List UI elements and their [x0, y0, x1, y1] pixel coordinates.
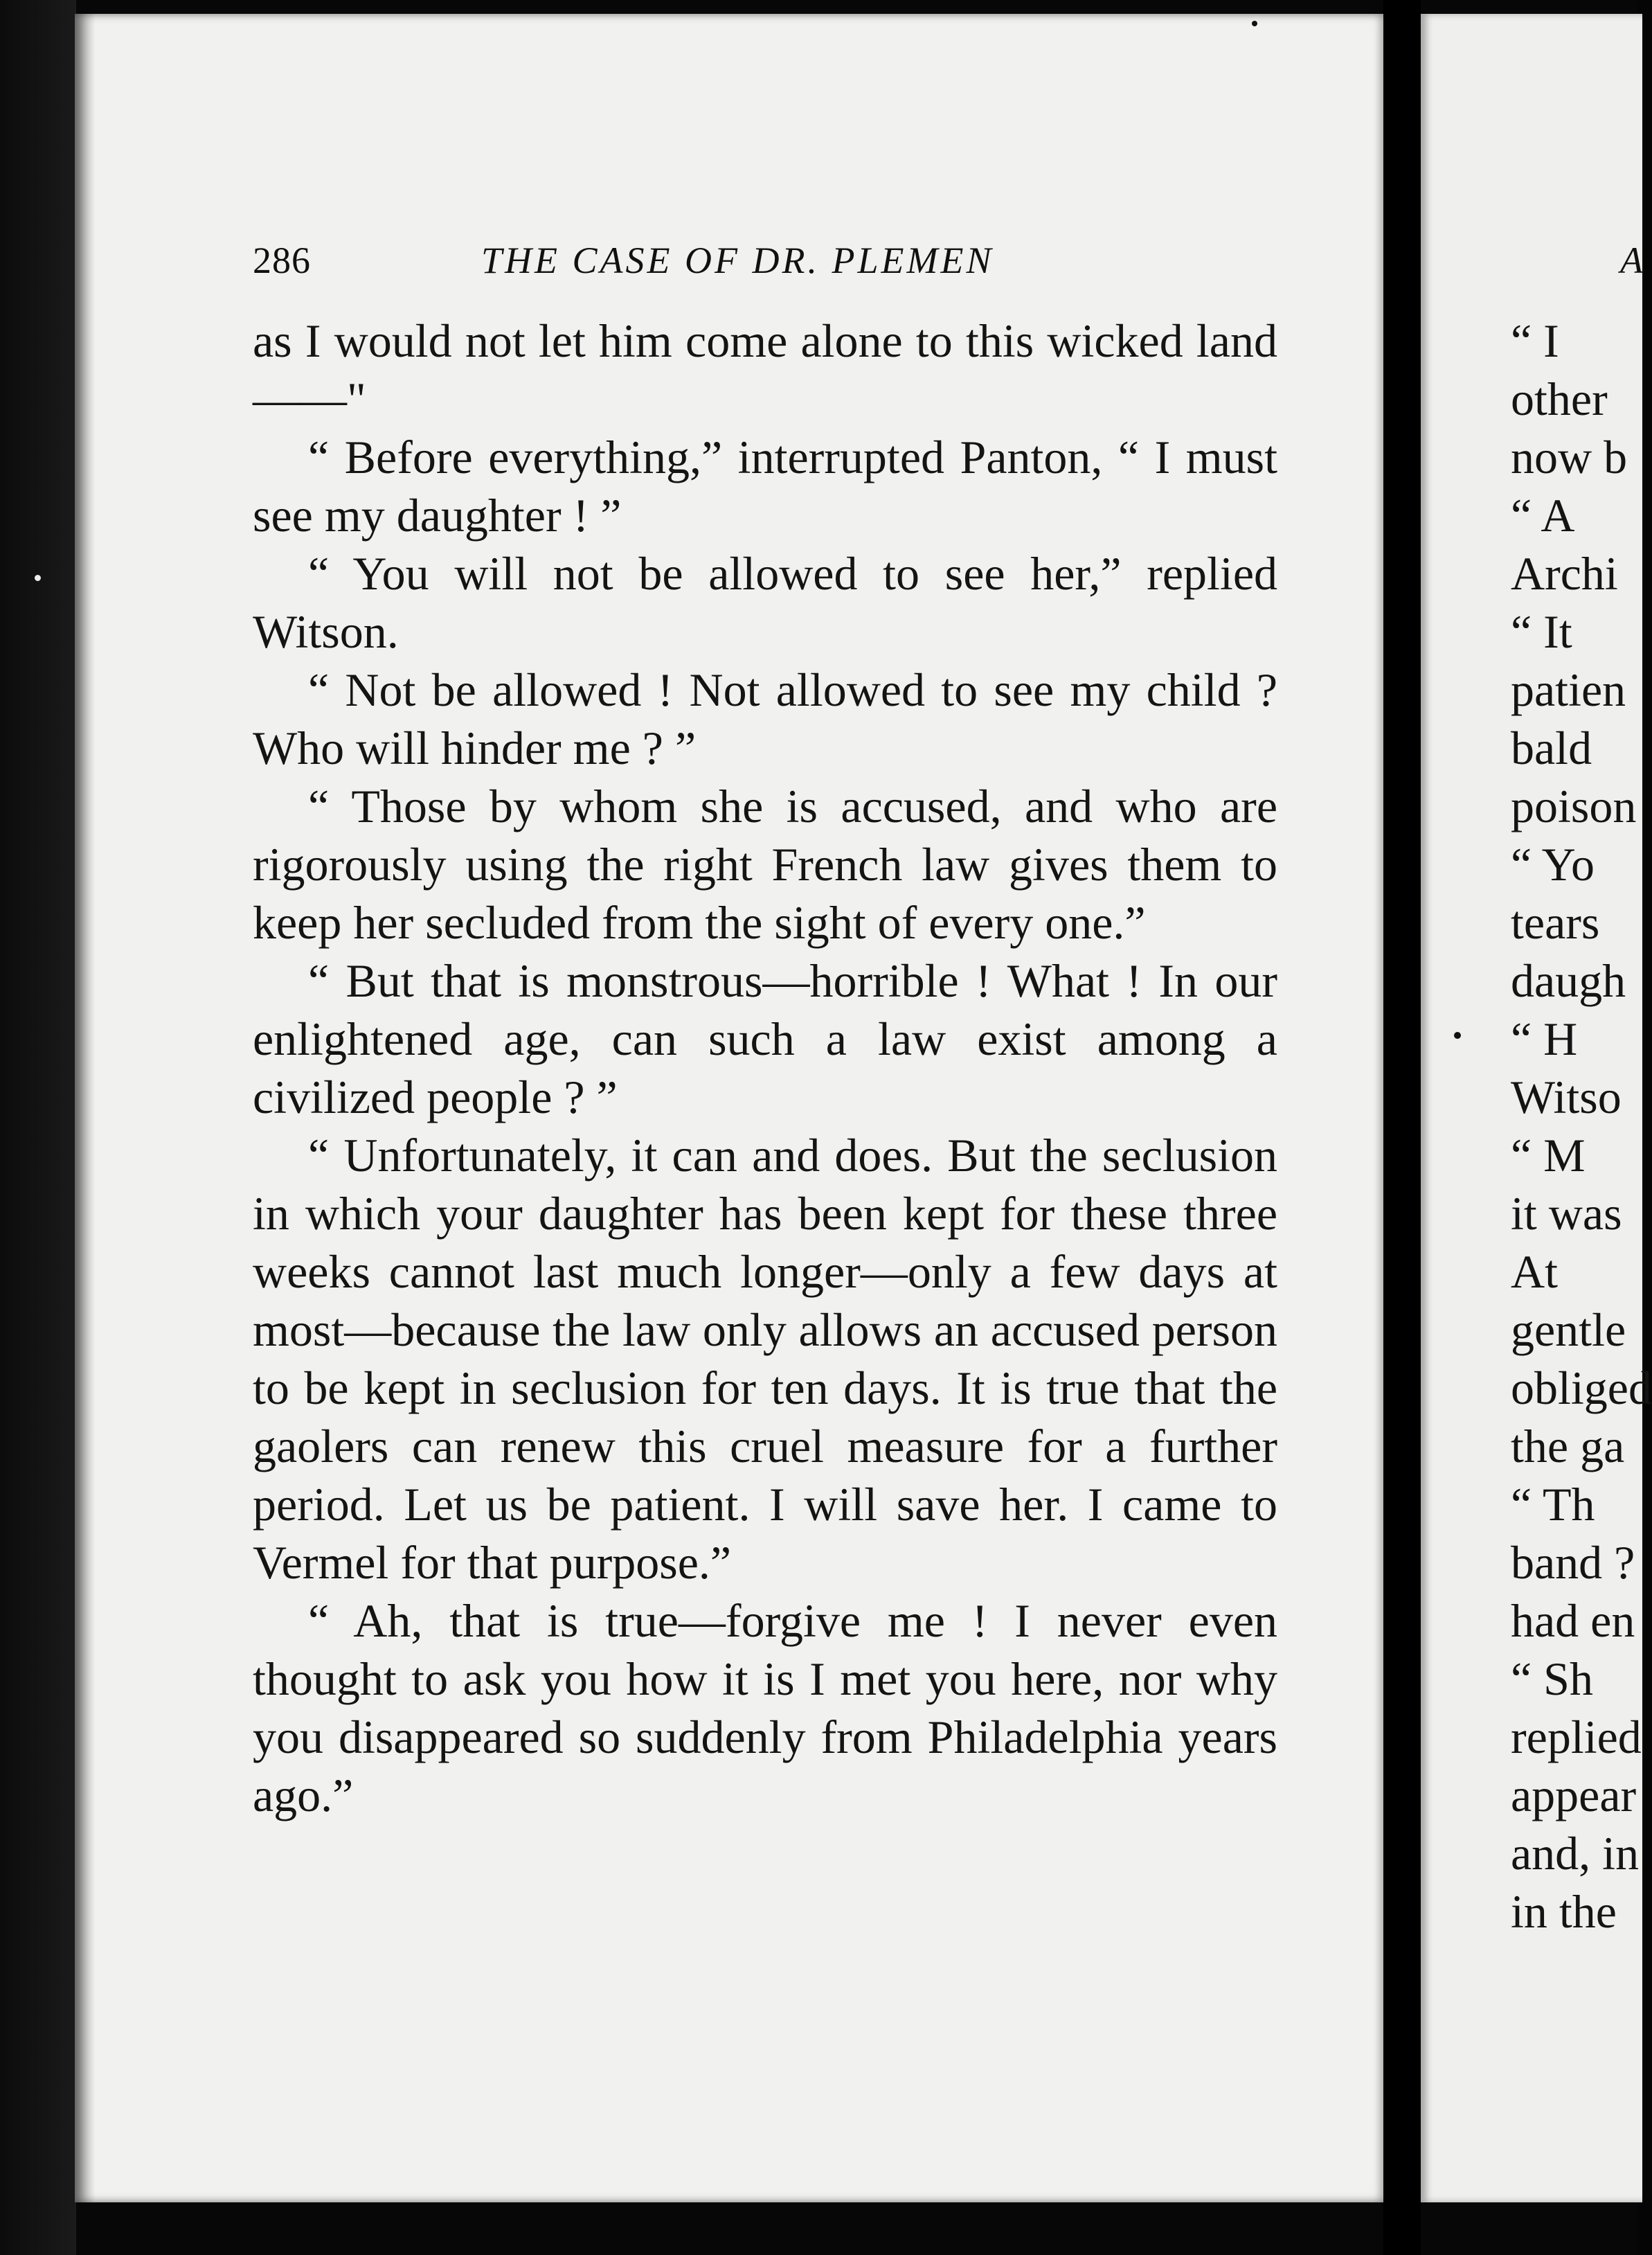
right-page-line: the ga	[1511, 1420, 1625, 1472]
scan-speck	[35, 575, 41, 581]
paragraph: “ But that is monstrous—horrible ! What ! In our enlightened age, can such a law exist among a civilized people ? ”	[253, 954, 1277, 1123]
paragraph: “ Unfortunately, it can and does. But the seclusion in which your daughter has been kept for these three weeks cannot last much longer—only a few days at most—because the law only allows an accused person to be kept in seclusion for ten days. It is true that the gaolers can renew this cruel measure for a further period. Let us be patient. I will save her. I came to Vermel for that purpose.”	[253, 1129, 1277, 1589]
right-page-line: Witso	[1511, 1071, 1622, 1123]
right-page-line: appear	[1511, 1769, 1637, 1821]
right-page-line: replied	[1511, 1711, 1642, 1763]
right-page-line: “ H	[1511, 1013, 1578, 1065]
book-spine-edge	[0, 0, 76, 2255]
right-page-line: At	[1511, 1245, 1558, 1298]
right-page-line: had en	[1511, 1594, 1635, 1647]
right-page-line: “ Sh	[1511, 1652, 1593, 1705]
right-page-line: Archi	[1511, 547, 1618, 600]
right-page-line: it was	[1511, 1187, 1622, 1240]
right-page-line: and, in	[1511, 1827, 1640, 1880]
right-page-line: bald	[1511, 722, 1592, 774]
page-number: 286	[253, 240, 311, 281]
right-page-line: patien	[1511, 663, 1626, 716]
right-page-line: now b	[1511, 431, 1628, 483]
right-running-head-fragment: A	[1620, 240, 1643, 281]
right-page-line: poison	[1511, 780, 1637, 832]
paragraph: “ Those by whom she is accused, and who are rigorously using the right French law gives them to keep her secluded from the sight of every one.”	[253, 780, 1277, 949]
running-head: THE CASE OF DR. PLEMEN	[481, 240, 994, 281]
right-page-line: “ I	[1511, 314, 1559, 367]
right-page-text-fragments	[1511, 312, 1652, 1941]
paragraph: “ You will not be allowed to see her,” replied Witson.	[253, 547, 1277, 658]
right-page-line: band ?	[1511, 1536, 1635, 1589]
right-page-line: other	[1511, 373, 1608, 425]
scan-speck	[1252, 21, 1257, 26]
paragraph: as I would not let him come alone to this wicked land——"	[253, 314, 1277, 425]
paragraph: “ Not be allowed ! Not allowed to see my child ? Who will hinder me ? ”	[253, 663, 1277, 774]
book-gutter	[1383, 0, 1421, 2255]
right-page-line: in the	[1511, 1885, 1617, 1938]
right-page-line: obliged	[1511, 1362, 1652, 1414]
paragraph: “ Ah, that is true—forgive me ! I never even thought to ask you how it is I met you here, nor why you disappeared so suddenly from Philadelphia years ago.”	[253, 1594, 1277, 1821]
paragraph: “ Before everything,” interrupted Panton, “ I must see my daughter ! ”	[253, 431, 1277, 542]
right-page-line: “ A	[1511, 489, 1575, 542]
right-page-line: daugh	[1511, 954, 1626, 1007]
right-page-line: “ M	[1511, 1129, 1586, 1182]
right-page-line: “ Th	[1511, 1478, 1595, 1531]
page-header	[253, 239, 1281, 287]
scan-speck	[1454, 1032, 1461, 1039]
right-page-line: “ It	[1511, 605, 1572, 658]
right-page-line: tears	[1511, 896, 1600, 949]
right-page-line: gentle	[1511, 1303, 1626, 1356]
right-page-line: “ Yo	[1511, 838, 1595, 891]
page-body-text	[253, 312, 1277, 1824]
